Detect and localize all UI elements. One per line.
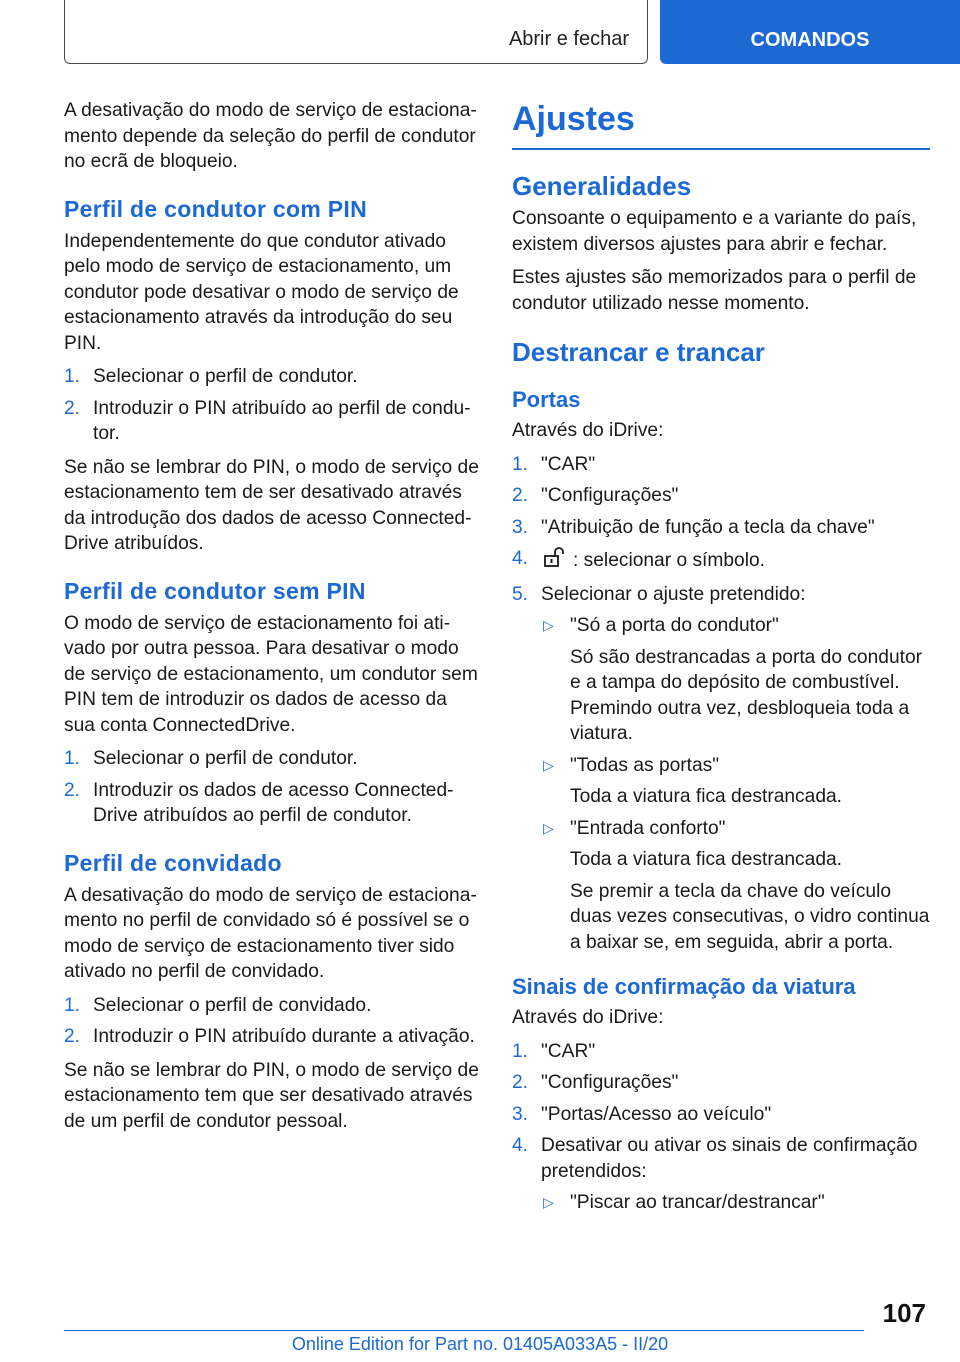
list-item xyxy=(541,816,930,956)
heading-doors: Portas xyxy=(512,387,581,412)
step-number: 2. xyxy=(64,779,81,801)
option-description: Toda a viatura fica destrancada. xyxy=(570,849,842,870)
heading-signals: Sinais de confirmação da viatura xyxy=(512,974,856,999)
step-text: Introduzir o PIN atribuído durante a ativação. xyxy=(93,1026,475,1047)
list-item xyxy=(64,1024,480,1050)
list-item xyxy=(541,1190,930,1216)
step-number: 4. xyxy=(512,1135,529,1156)
list-item xyxy=(541,753,930,810)
heading-general: Generalidades xyxy=(512,171,692,201)
step-number: 1. xyxy=(64,366,81,387)
heading-guest-profile: Perfil de convidado xyxy=(64,849,282,876)
right-column xyxy=(512,98,930,1224)
step-text: "Configurações" xyxy=(541,485,679,506)
signals-steps xyxy=(512,1039,930,1216)
option-description: Toda a viatura fica destrancada. xyxy=(570,786,842,807)
step-number: 1. xyxy=(64,994,81,1016)
step-text: "Configurações" xyxy=(541,1072,679,1093)
list-item xyxy=(512,1070,930,1096)
option-label: "Piscar ao trancar/destrancar" xyxy=(570,1192,825,1213)
step-text: Selecionar o ajuste pretendido: xyxy=(541,583,806,605)
list-item xyxy=(512,1133,930,1216)
heading-unlock-lock: Destrancar e trancar xyxy=(512,337,765,367)
list-item xyxy=(512,1102,930,1128)
left-column xyxy=(64,98,480,1142)
section-title: Abrir e fechar xyxy=(508,28,629,50)
triangle-bullet-icon: ▷ xyxy=(543,819,554,836)
general-paragraph-1: Consoante o equipamento e a variante do país, existem diversos ajustes para abrir e fechar. xyxy=(512,208,917,255)
list-item xyxy=(541,613,930,747)
step-text: : selecionar o símbolo. xyxy=(573,549,765,571)
step-number: 2. xyxy=(64,1026,81,1047)
pin-note: Se não se lembrar do PIN, o modo de serviço de estacionamento tem de ser desativado através da introdução dos dados de acesso Connected-Drive atribuídos. xyxy=(64,456,479,554)
guest-steps xyxy=(64,993,480,1050)
triangle-bullet-icon: ▷ xyxy=(543,756,554,773)
guest-paragraph: A desativação do modo de serviço de estaciona-mento no perfil de convidado só é possível se o modo de serviço de estacionamento tiver sido ativado no perfil de convidado. xyxy=(64,884,477,982)
guest-note: Se não se lembrar do PIN, o modo de serviço de estacionamento tem que ser desativado através de um perfil de condutor pessoal. xyxy=(64,1059,479,1132)
doors-steps xyxy=(512,452,930,956)
triangle-bullet-icon: ▷ xyxy=(543,1194,554,1210)
list-item xyxy=(512,452,930,478)
step-number: 2. xyxy=(512,485,529,506)
option-description: Se premir a tecla da chave do veículo duas vezes consecutivas, o vidro continua a baixar se, em seguida, abrir a porta. xyxy=(570,880,930,953)
door-options xyxy=(541,613,930,955)
step-number: 5. xyxy=(512,583,529,605)
step-number: 4. xyxy=(512,548,529,569)
page-title: Ajustes xyxy=(512,98,930,150)
step-number: 3. xyxy=(512,1103,529,1125)
signal-options xyxy=(541,1190,930,1216)
nopin-steps xyxy=(64,746,480,829)
step-number: 2. xyxy=(512,1072,529,1093)
step-text: Selecionar o perfil de condutor. xyxy=(93,748,358,769)
list-item xyxy=(64,364,480,390)
step-text: Selecionar o perfil de condutor. xyxy=(93,366,358,387)
chapter-tab[interactable]: COMANDOS xyxy=(660,0,960,64)
doors-via: Através do iDrive: xyxy=(512,420,664,441)
step-text: Selecionar o perfil de convidado. xyxy=(93,994,372,1016)
list-item xyxy=(512,1039,930,1065)
option-description: Só são destrancadas a porta do condutor e a tampa do depósito de combustível. Premindo outra vez, desbloqueia toda a viatura. xyxy=(570,646,923,744)
list-item xyxy=(64,746,480,772)
header-section-box xyxy=(64,0,648,64)
heading-pin-profile: Perfil de condutor com PIN xyxy=(64,195,368,222)
step-number: 3. xyxy=(512,516,529,538)
signals-via: Através do iDrive: xyxy=(512,1007,664,1028)
step-number: 1. xyxy=(512,1040,529,1062)
footer-divider xyxy=(64,1330,864,1331)
step-text: "Portas/Acesso ao veículo" xyxy=(541,1103,772,1125)
list-item xyxy=(512,546,930,576)
step-text: "CAR" xyxy=(541,1040,596,1062)
page-number: 107 xyxy=(882,1298,926,1328)
unlock-icon xyxy=(543,546,567,576)
heading-nopin-profile: Perfil de condutor sem PIN xyxy=(64,577,366,604)
general-paragraph-2: Estes ajustes são memorizados para o perfil de condutor utilizado nesse momento. xyxy=(512,267,917,314)
intro-paragraph: A desativação do modo de serviço de estaciona-mento depende da seleção do perfil de condutor no ecrã de bloqueio. xyxy=(64,100,477,172)
option-label: "Só a porta do condutor" xyxy=(570,615,779,636)
step-text: "Atribuição de função a tecla da chave" xyxy=(541,516,875,538)
footer-edition: Online Edition for Part no. 01405A033A5 - II/20 xyxy=(291,1334,669,1354)
step-text: Introduzir o PIN atribuído ao perfil de condu-tor. xyxy=(93,397,471,444)
step-number: 1. xyxy=(64,748,81,769)
step-number: 2. xyxy=(64,397,81,419)
pin-paragraph: Independentemente do que condutor ativado pelo modo de serviço de estacionamento, um condutor pode desativar o modo de serviço de estacionamento através da introdução do seu PIN. xyxy=(64,230,459,354)
step-text: "CAR" xyxy=(541,453,596,475)
list-item xyxy=(64,993,480,1019)
step-text: Introduzir os dados de acesso Connected-Drive atribuídos ao perfil de condutor. xyxy=(93,779,454,826)
step-text: Desativar ou ativar os sinais de confirmação pretendidos: xyxy=(541,1135,918,1182)
nopin-paragraph: O modo de serviço de estacionamento foi ati-vado por outra pessoa. Para desativar o modo de serviço de estacionamento, um condutor sem PIN tem de introduzir os dados de acesso da sua conta ConnectedDrive. xyxy=(64,612,478,736)
list-item xyxy=(64,778,480,829)
option-label: "Entrada conforto" xyxy=(570,817,726,839)
list-item xyxy=(64,396,480,447)
step-number: 1. xyxy=(512,453,529,475)
triangle-bullet-icon: ▷ xyxy=(543,617,554,633)
list-item xyxy=(512,483,930,509)
list-item xyxy=(512,515,930,541)
list-item xyxy=(512,582,930,956)
option-label: "Todas as portas" xyxy=(570,754,720,776)
pin-steps xyxy=(64,364,480,447)
